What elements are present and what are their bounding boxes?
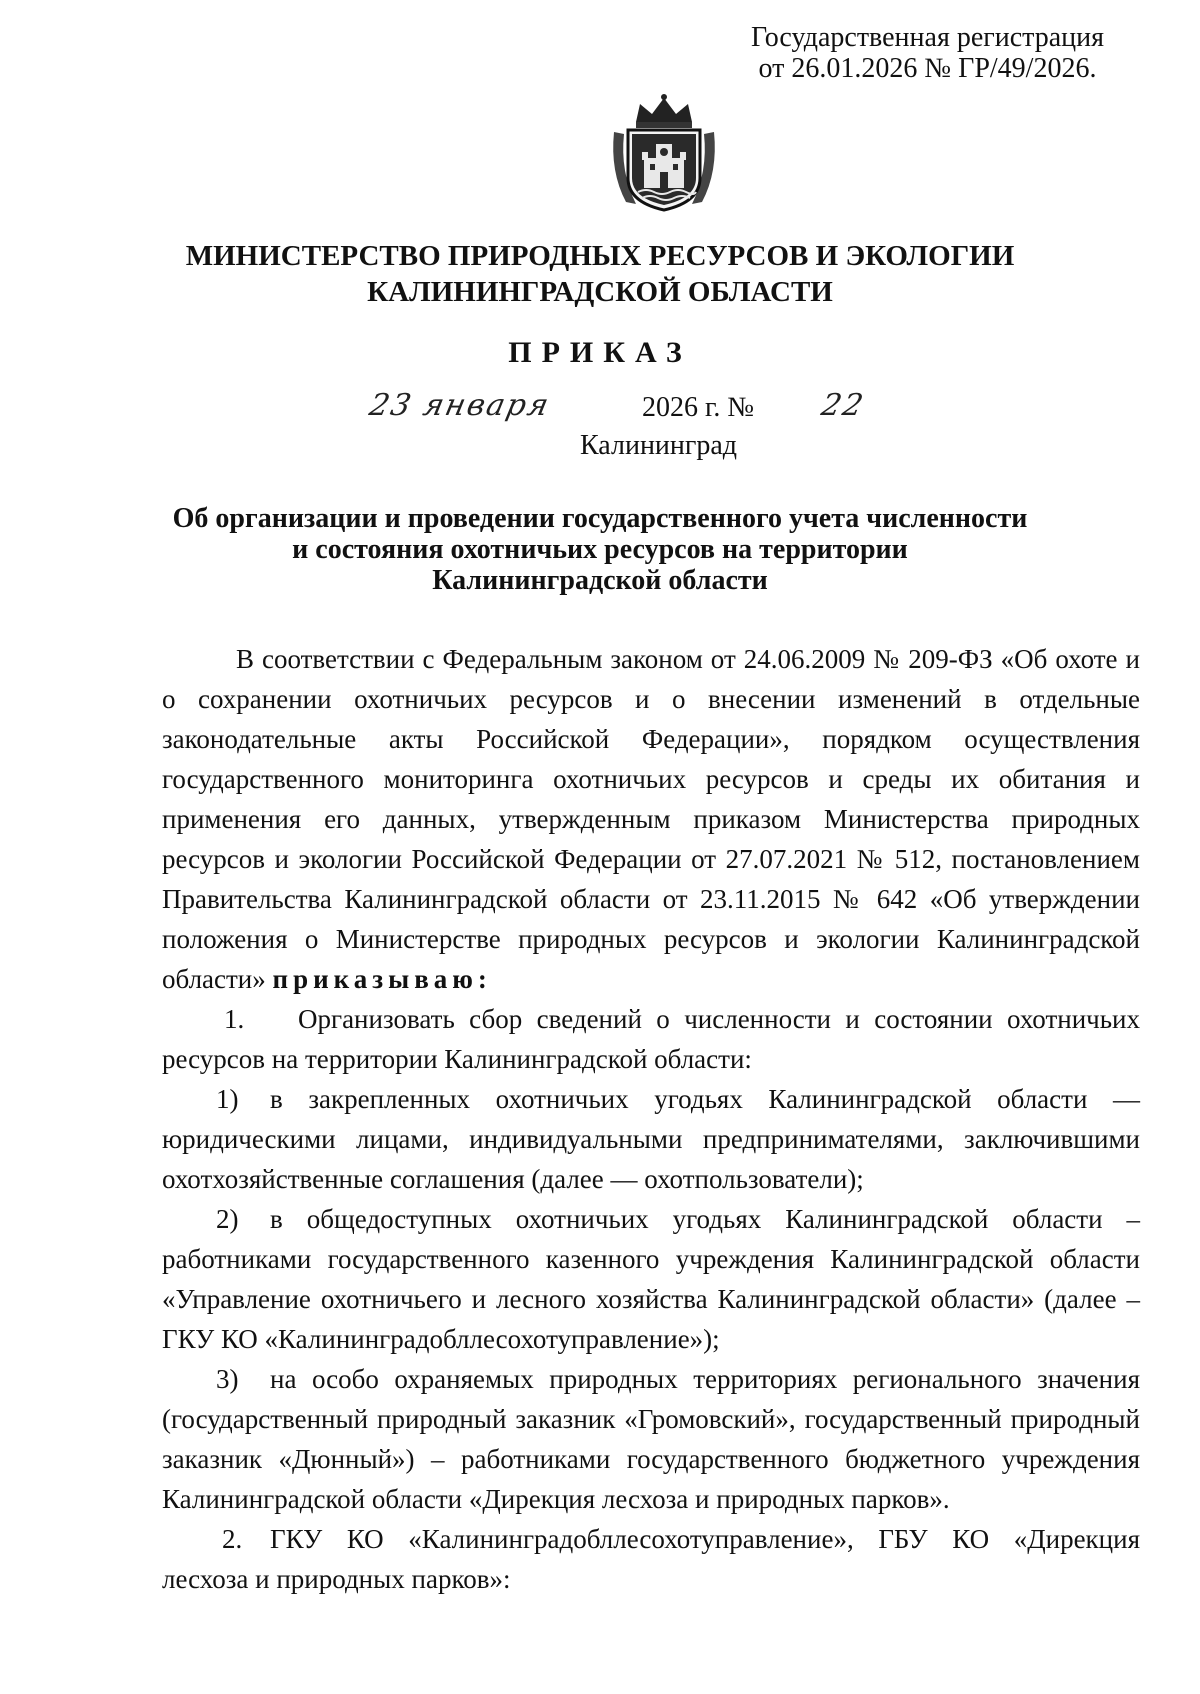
handwritten-date: 23 января [366, 388, 554, 423]
document-type: ПРИКАЗ [508, 336, 692, 369]
handwritten-order-number: 22 [818, 388, 868, 423]
subitem-3 [162, 1359, 1140, 1519]
item-2-text: ГКУ КО «Калининградобллесохотуправление», ГБУ КО «Дирекция лесхоза и природных парков»: [162, 1524, 1140, 1594]
ministry-name [100, 238, 1100, 310]
registration-stamp [751, 22, 1104, 84]
date-line [366, 386, 890, 434]
city: Калининград [580, 430, 738, 461]
ministry-name-line-1: МИНИСТЕРСТВО ПРИРОДНЫХ РЕСУРСОВ И ЭКОЛОГИИ [185, 240, 1015, 272]
subitem-1-text: в закрепленных охотничьих угодьях Калининградской области — юридическими лицами, индивидуальными предпринимателями, заключившими охотхозяйственные соглашения (далее — охотпользователи); [162, 1084, 1140, 1194]
item-1-number: 1. [224, 1004, 245, 1034]
coat-of-arms-icon [606, 92, 722, 214]
document-title [120, 503, 1080, 596]
subitem-2 [162, 1199, 1140, 1359]
registration-line-1: Государственная регистрация [751, 22, 1104, 53]
title-line-2: и состояния охотничьих ресурсов на территории [292, 534, 908, 565]
subitem-1 [162, 1079, 1140, 1199]
subitem-3-number: 3) [216, 1364, 239, 1394]
subitem-1-number: 1) [216, 1084, 239, 1114]
item-1 [162, 999, 1140, 1079]
registration-line-2: от 26.01.2026 № ГР/49/2026. [758, 53, 1097, 84]
preamble-text: В соответствии с Федеральным законом от 24.06.2009 № 209-ФЗ «Об охоте и о сохранении охотничьих ресурсов и о внесении изменений в отдельные законодательные акты Российской Федерации», порядком осуществления государственного мониторинга охотничьих ресурсов и среды их обитания и применения его данных, утвержденным приказом Министерства природных ресурсов и экологии Российской Федерации от 27.07.2021 № 512, постановлением Правительства Калининградской области от 23.11.2015 № 642 «Об утверждении положения о Министерстве природных ресурсов и экологии Калининградской области» [162, 644, 1140, 994]
document-body [162, 639, 1140, 1599]
order-word: приказываю: [272, 964, 492, 994]
title-line-1: Об организации и проведении государственного учета численности [172, 503, 1028, 534]
item-2 [162, 1519, 1140, 1599]
item-2-number: 2. [222, 1524, 243, 1554]
preamble-paragraph [162, 639, 1140, 999]
subitem-3-text: на особо охраняемых природных территориях регионального значения (государственный природный заказник «Громовский», государственный природный заказник «Дюнный») – работниками государственного бюджетного учреждения Калининградской области «Дирекция лесхоза и природных парков». [162, 1364, 1140, 1514]
item-1-text: Организовать сбор сведений о численности и состоянии охотничьих ресурсов на территории Калининградской области: [162, 1004, 1140, 1074]
subitem-2-number: 2) [216, 1204, 239, 1234]
subitem-2-text: в общедоступных охотничьих угодьях Калининградской области – работниками государственного казенного учреждения Калининградской области «Управление охотничьего и лесного хозяйства Калининградской области» (далее – ГКУ КО «Калининградобллесохотуправление»); [162, 1204, 1140, 1354]
ministry-name-line-2: КАЛИНИНГРАДСКОЙ ОБЛАСТИ [367, 276, 833, 308]
title-line-3: Калининградской области [432, 565, 768, 596]
year-number-label: 2026 г. № [642, 392, 755, 423]
